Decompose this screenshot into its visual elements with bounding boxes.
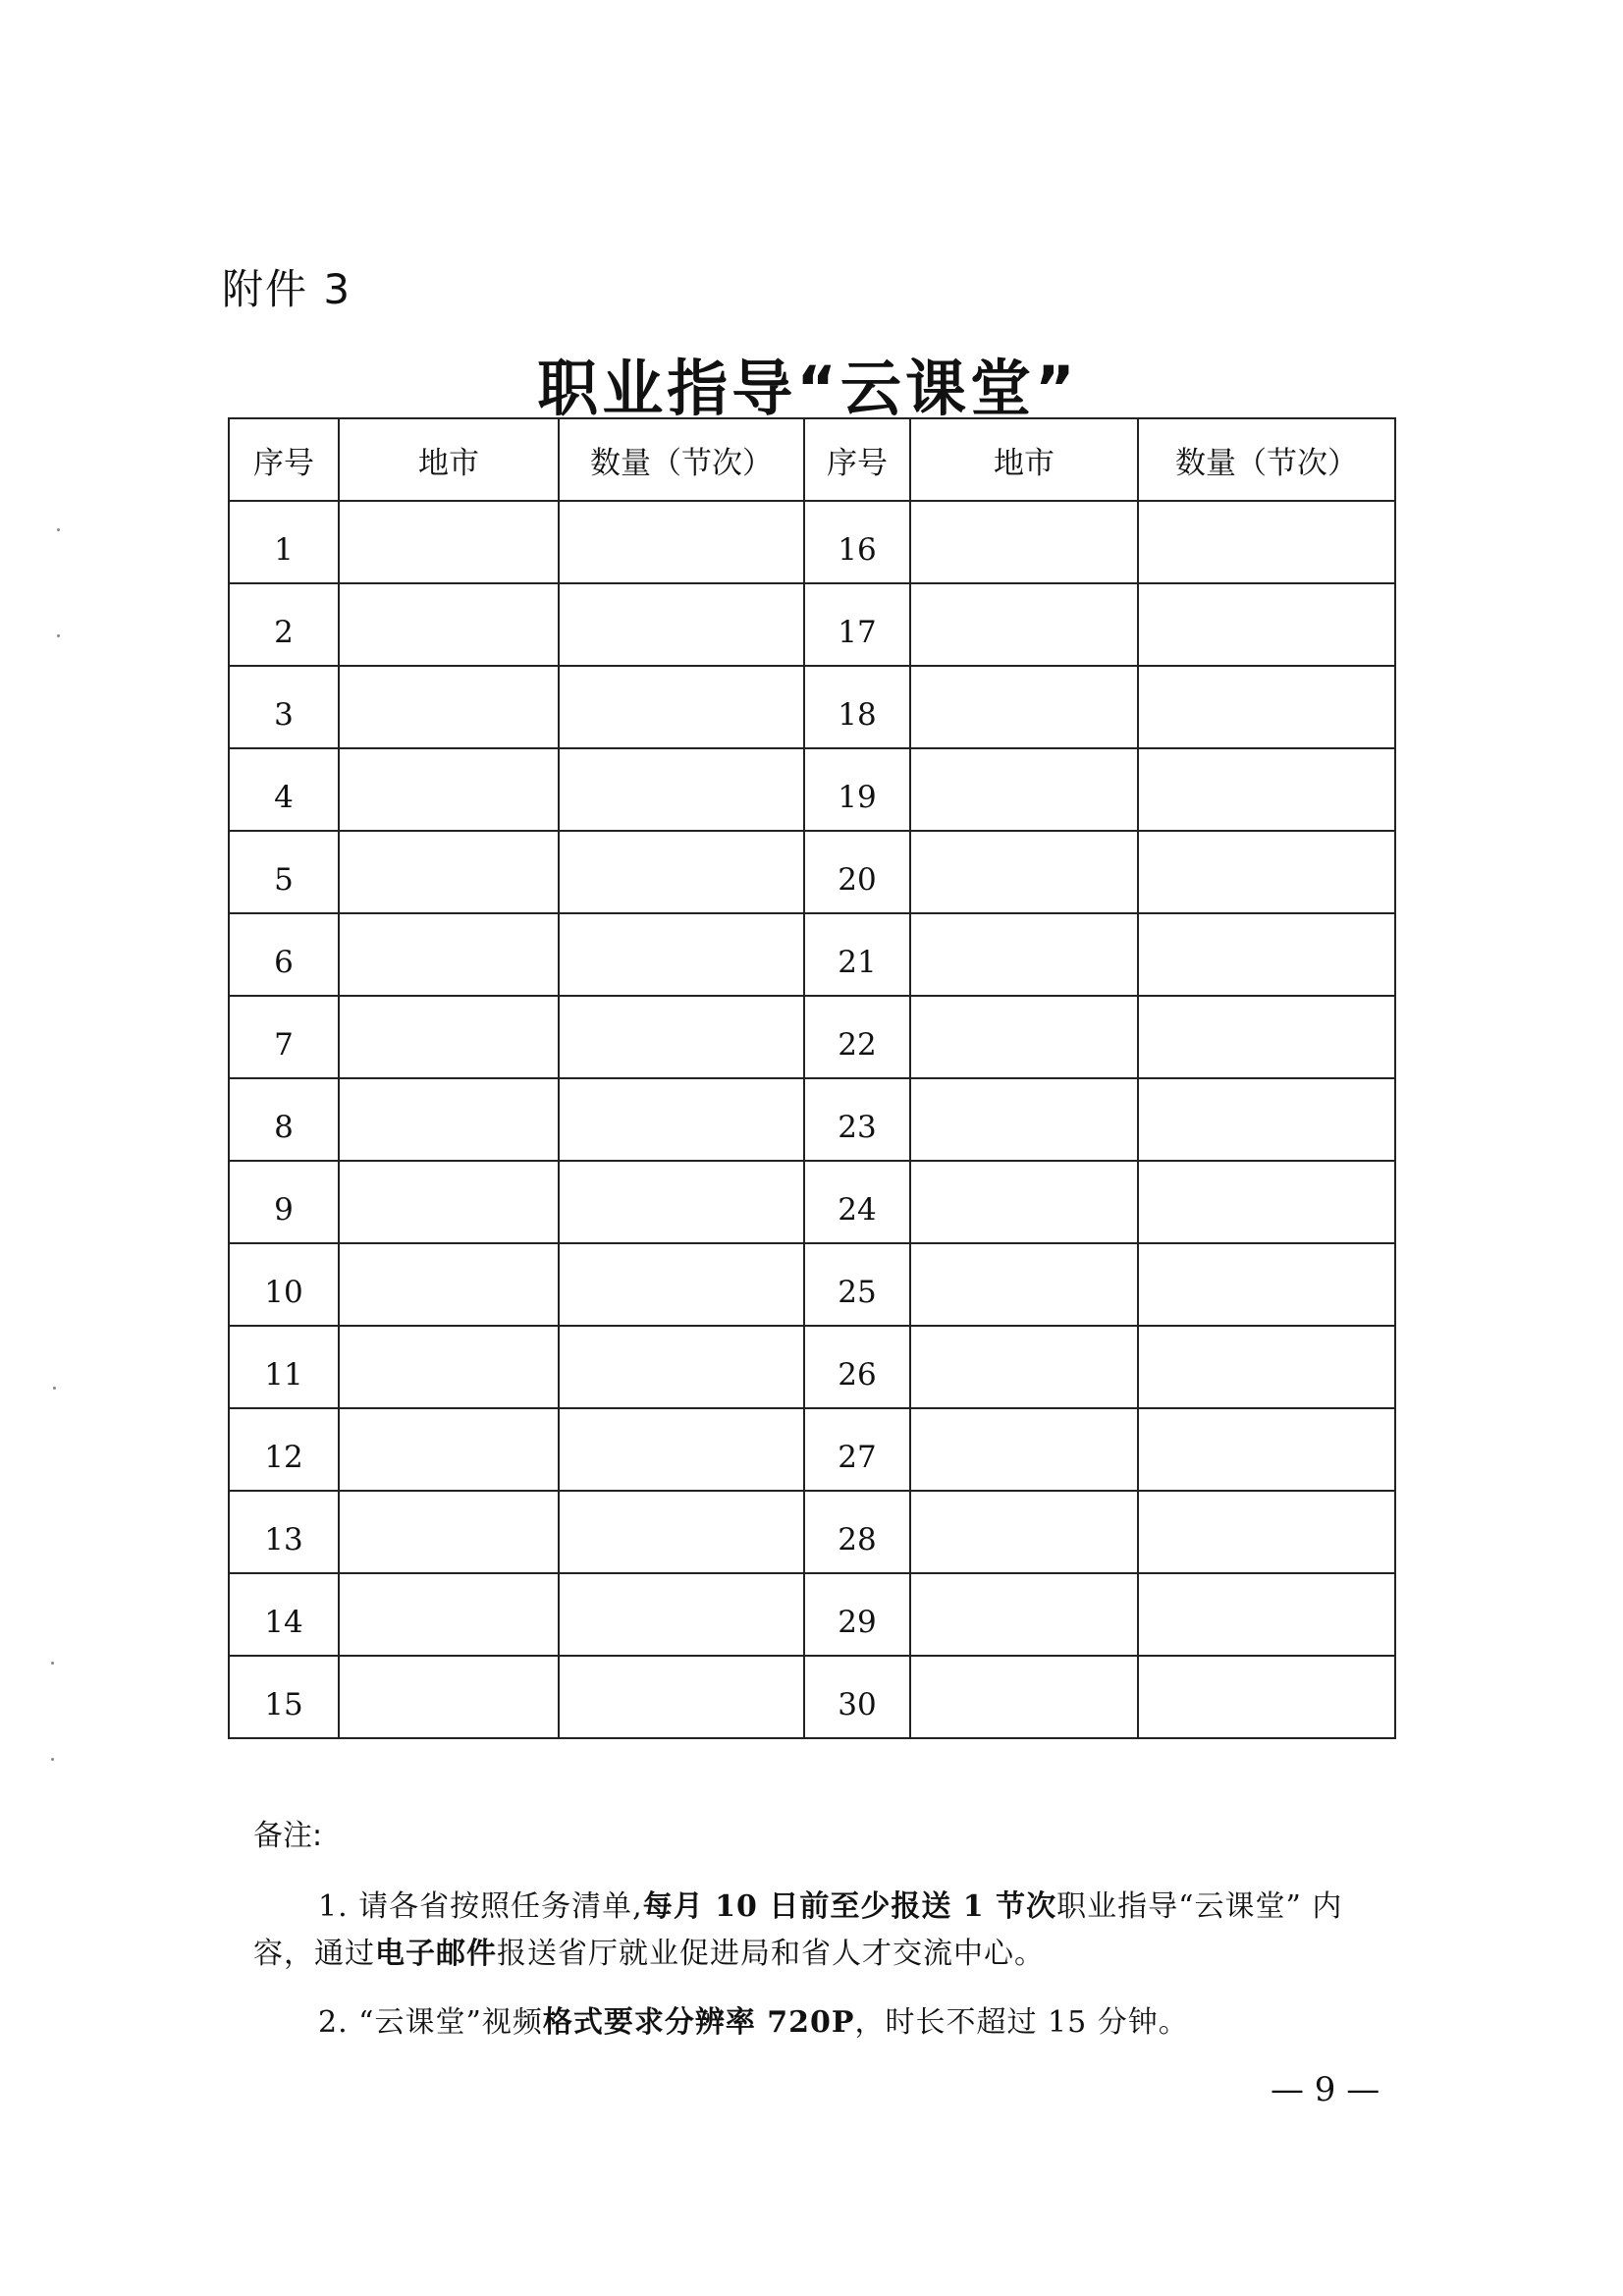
count-cell <box>1138 1161 1395 1243</box>
table-row <box>229 666 1395 748</box>
city-cell <box>910 1078 1138 1161</box>
row-number-left: 8 <box>229 1078 339 1161</box>
city-cell <box>910 996 1138 1078</box>
table-row <box>229 1161 1395 1243</box>
scan-speck <box>53 1387 56 1390</box>
scan-speck <box>51 1662 54 1665</box>
row-number-left: 14 <box>229 1573 339 1656</box>
row-number-right: 20 <box>804 831 910 913</box>
table-row <box>229 1326 1395 1408</box>
row-number-left: 5 <box>229 831 339 913</box>
note-1-bold-a: 每月 10 日前至少报送 1 节次 <box>642 1889 1057 1924</box>
count-cell <box>559 1573 804 1656</box>
scan-speck <box>51 1758 54 1761</box>
note-item-1 <box>253 1884 1392 1978</box>
city-cell <box>910 748 1138 831</box>
note-item-2 <box>253 1999 1392 2047</box>
count-cell <box>559 1491 804 1573</box>
count-cell <box>1138 748 1395 831</box>
city-cell <box>339 501 559 583</box>
city-cell <box>339 1573 559 1656</box>
row-number-left: 15 <box>229 1656 339 1738</box>
header-count-right: 数量（节次） <box>1138 418 1395 501</box>
scan-speck <box>57 634 60 637</box>
row-number-right: 27 <box>804 1408 910 1491</box>
count-cell <box>1138 666 1395 748</box>
table-header-row <box>229 418 1395 501</box>
notes-section <box>253 1813 1392 2068</box>
row-number-left: 13 <box>229 1491 339 1573</box>
notes-label: 备注: <box>253 1819 323 1853</box>
count-cell <box>1138 1326 1395 1408</box>
city-cell <box>339 1656 559 1738</box>
city-cell <box>910 1408 1138 1491</box>
count-cell <box>1138 996 1395 1078</box>
row-number-left: 7 <box>229 996 339 1078</box>
note-2-text-a: 2. “云课堂”视频 <box>318 2005 543 2040</box>
city-cell <box>910 1243 1138 1326</box>
count-cell <box>1138 583 1395 666</box>
note-2-bold-a: 格式要求分辨率 720P <box>542 2005 855 2040</box>
count-cell <box>559 501 804 583</box>
count-cell <box>1138 913 1395 996</box>
count-cell <box>1138 1491 1395 1573</box>
city-cell <box>339 1408 559 1491</box>
row-number-right: 17 <box>804 583 910 666</box>
note-1-text-c: 报送省厅就业促进局和省人才交流中心。 <box>497 1937 1045 1971</box>
count-cell <box>559 1078 804 1161</box>
row-number-left: 11 <box>229 1326 339 1408</box>
note-1-text-b: 职业指导“云课堂” 内容，通过 <box>253 1889 1343 1971</box>
count-cell <box>1138 1408 1395 1491</box>
count-cell <box>559 996 804 1078</box>
table-row <box>229 913 1395 996</box>
count-cell <box>559 1243 804 1326</box>
count-cell <box>1138 1573 1395 1656</box>
city-cell <box>339 831 559 913</box>
count-cell <box>559 583 804 666</box>
record-table <box>228 417 1396 1739</box>
row-number-right: 19 <box>804 748 910 831</box>
table-row <box>229 831 1395 913</box>
note-1-bold-b: 电子邮件 <box>375 1937 497 1971</box>
count-cell <box>559 748 804 831</box>
count-cell <box>1138 1656 1395 1738</box>
city-cell <box>910 1573 1138 1656</box>
count-cell <box>559 913 804 996</box>
count-cell <box>559 1326 804 1408</box>
table-row <box>229 1656 1395 1738</box>
city-cell <box>339 1078 559 1161</box>
count-cell <box>559 666 804 748</box>
row-number-right: 23 <box>804 1078 910 1161</box>
table-row <box>229 1491 1395 1573</box>
city-cell <box>339 996 559 1078</box>
header-city-right: 地市 <box>910 418 1138 501</box>
header-seq-left: 序号 <box>229 418 339 501</box>
count-cell <box>559 1161 804 1243</box>
row-number-right: 30 <box>804 1656 910 1738</box>
city-cell <box>339 748 559 831</box>
row-number-left: 4 <box>229 748 339 831</box>
city-cell <box>910 501 1138 583</box>
city-cell <box>910 831 1138 913</box>
header-count-left: 数量（节次） <box>559 418 804 501</box>
row-number-right: 22 <box>804 996 910 1078</box>
row-number-left: 1 <box>229 501 339 583</box>
table-row <box>229 1408 1395 1491</box>
row-number-right: 29 <box>804 1573 910 1656</box>
count-cell <box>1138 1078 1395 1161</box>
row-number-left: 10 <box>229 1243 339 1326</box>
count-cell <box>1138 501 1395 583</box>
row-number-right: 21 <box>804 913 910 996</box>
city-cell <box>339 1243 559 1326</box>
header-city-left: 地市 <box>339 418 559 501</box>
header-seq-right: 序号 <box>804 418 910 501</box>
count-cell <box>1138 831 1395 913</box>
row-number-left: 12 <box>229 1408 339 1491</box>
city-cell <box>339 666 559 748</box>
table-row <box>229 748 1395 831</box>
city-cell <box>339 583 559 666</box>
scan-speck <box>57 528 60 531</box>
row-number-right: 28 <box>804 1491 910 1573</box>
table-row <box>229 1078 1395 1161</box>
count-cell <box>559 1408 804 1491</box>
row-number-right: 25 <box>804 1243 910 1326</box>
table-row <box>229 1573 1395 1656</box>
city-cell <box>910 1491 1138 1573</box>
city-cell <box>910 913 1138 996</box>
row-number-right: 24 <box>804 1161 910 1243</box>
table-row <box>229 583 1395 666</box>
row-number-right: 26 <box>804 1326 910 1408</box>
page-number: — 9 — <box>1271 2070 1380 2109</box>
attachment-label: 附件 3 <box>222 265 352 313</box>
row-number-left: 2 <box>229 583 339 666</box>
table-row <box>229 1243 1395 1326</box>
city-cell <box>339 1161 559 1243</box>
note-2-text-b: ，时长不超过 15 分钟。 <box>854 2005 1189 2040</box>
row-number-left: 3 <box>229 666 339 748</box>
count-cell <box>559 831 804 913</box>
city-cell <box>910 1656 1138 1738</box>
row-number-right: 18 <box>804 666 910 748</box>
table-row <box>229 501 1395 583</box>
city-cell <box>910 666 1138 748</box>
row-number-left: 6 <box>229 913 339 996</box>
count-cell <box>559 1656 804 1738</box>
row-number-right: 16 <box>804 501 910 583</box>
city-cell <box>910 1326 1138 1408</box>
city-cell <box>339 1491 559 1573</box>
document-title: 职业指导“云课堂” <box>537 353 1079 424</box>
count-cell <box>1138 1243 1395 1326</box>
note-1-text-a: 1. 请各省按照任务清单, <box>318 1889 643 1924</box>
city-cell <box>339 1326 559 1408</box>
row-number-left: 9 <box>229 1161 339 1243</box>
city-cell <box>910 583 1138 666</box>
city-cell <box>339 913 559 996</box>
table-row <box>229 996 1395 1078</box>
city-cell <box>910 1161 1138 1243</box>
